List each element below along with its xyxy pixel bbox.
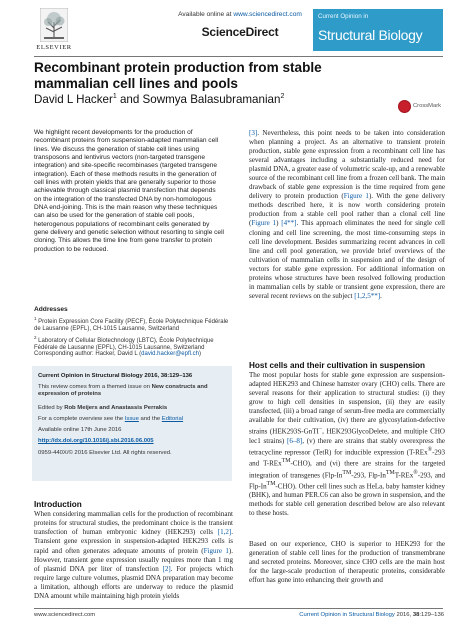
copyright: 0959-440X/© 2016 Elsevier Ltd. All rights reserved. (38, 450, 172, 456)
journal-title: Structural Biology (318, 27, 423, 43)
available-date: Available online 17th June 2016 (38, 427, 122, 433)
sciencedirect-wordmark: ScienceDirect (201, 25, 279, 39)
email-link[interactable]: david.hacker@epfl.ch (141, 351, 199, 357)
edited-by: Edited by Rob Meijers and Anastassis Perrakis (38, 405, 168, 411)
available-online: Available online at www.sciencedirect.com (178, 11, 302, 18)
doi-link[interactable]: http://dx.doi.org/10.1016/j.sbi.2016.06.005 (38, 438, 154, 444)
crossmark-button[interactable] (398, 99, 444, 115)
article-info-box (32, 366, 232, 481)
article-title: Recombinant protein production from stable mammalian cell lines and pools (34, 60, 322, 91)
addresses (34, 315, 234, 352)
footer-divider (34, 608, 443, 609)
footer-site[interactable]: www.sciencedirect.com (34, 612, 96, 618)
themed-issue: This review comes from a themed issue on New constructs and expression of proteins (38, 384, 208, 398)
addresses-heading: Addresses (34, 306, 68, 313)
journal-banner (313, 9, 443, 51)
figure-link[interactable]: Figure 1 (203, 546, 229, 555)
ref-link[interactable]: [1,2] (217, 528, 232, 537)
journal-subtitle: Current Opinion in (318, 13, 369, 20)
crossmark-label: CrossMark (413, 103, 442, 109)
ref-link[interactable]: [1,2,5**] (354, 291, 381, 300)
elsevier-logo (34, 8, 74, 52)
author-line: David L Hacker$^1$ and Sowmya Balasubramanian$^2$ (34, 93, 285, 106)
sciencedirect-link[interactable]: www.sciencedirect.com (233, 11, 302, 18)
header-divider (34, 56, 443, 57)
publisher-name: ELSEVIER (36, 44, 72, 51)
figure-link[interactable]: Figure 1 (343, 192, 369, 201)
corresponding-author: Corresponding author: Hacker, David L (david.hacker@epfl.ch) (34, 351, 201, 357)
address-1: $^1$ Protein Expression Core Facility (PECF), École Polytechnique Fédérale de Lausanne (EPFL), CH-1015 Lausanne, Switzerland (34, 316, 229, 333)
introduction-heading: Introduction (34, 500, 82, 509)
right-paragraph-1: [3]. Nevertheless, this point needs to be taken into consideration when planning a project. As an alternative to transient protein production, stable gene expression from a recombinant cell line has several advantages including a substantially reduced need for plasmid DNA, a greater ease of volumetric scale-up, and a renewable source of the recombinant cell line from a frozen cell bank. The main drawback of stable gene expression is the time required from gene delivery to protein production (Figure 1). With the gene delivery methods described here, it is now worth considering protein production from a stable cell pool rather than a clonal cell line (Figure 1) [4**]. This approach eliminates the need for single cell cloning and cell line screening, the most time-consuming steps in cell line development. Besides summarizing recent advances in cell line and cell pool generation, we provide brief overviews of the cultivation of mammalian cells in suspension and of the design of vectors for stable gene expression. For additional information on proteins whose structures have been resolved following production in mammalian cells by stable or transient gene expression, there are several recent reviews on the subject [1,2,5**]. (249, 129, 446, 300)
ref-link[interactable]: [2] (162, 564, 171, 573)
introduction-text: When considering mammalian cells for the production of recombinant proteins for structural studies, the predominant choice is the transient transfection of human embryonic kidney (HEK293) cells [1,2]. Transient gene expression in suspension-adapted HEK293 cells is rapid and often generates adequate amounts of protein (Figure 1). However, transient gene expression usually requires more than 1 mg of plasmid DNA per liter of transfection [2]. For projects which require large culture volumes, plasmid DNA preparation may become a limitation, although efforts are underway to reduce the plasmid DNA amount while maintaining high protein yields (34, 510, 233, 601)
editorial-link[interactable]: Editorial (161, 416, 184, 422)
abstract: We highlight recent developments for the production of recombinant proteins from suspension-adapted mammalian cell lines. We discuss the generation of stable cell lines using transposons and lentivirus vectors (non-targeted transgene integration) and site-specific recombinases (targeted transgene integration). Each of these methods results in the generation of cell lines with protein yields that are generally superior to those achievable through classical plasmid transfection that depends on the integration of the transfected DNA by non-homologous DNA end-joining. This is the main reason why these techniques can also be used for the generation of stable cell pools, heterogenous populations of recombinant cells generated by gene delivery and genetic selection without resorting to single cell cloning. This allows the time line from gene transfer to protein production to be reduced. (34, 129, 224, 253)
ref-link[interactable]: [3] (249, 129, 258, 137)
crossmark-icon (398, 100, 411, 113)
overview: For a complete overview see the Issue and the Editorial (38, 416, 184, 422)
right-paragraph-3: Based on our experience, CHO is superior to HEK293 for the generation of stable cell lines for the production of transmembrane and secreted proteins. Moreover, since CHO cells are the main host for the large-scale production of therapeutic proteins, considerable effort has gone into enhancing their growth and (249, 540, 445, 585)
figure-link[interactable]: Figure 1 (251, 219, 277, 228)
ref-link[interactable]: [6–8] (286, 436, 303, 445)
host-cells-heading: Host cells and their cultivation in suspension (249, 361, 426, 370)
elsevier-tree-icon (40, 8, 68, 42)
journal-citation: Current Opinion in Structural Biology 2016, 38:129–136 (38, 373, 193, 379)
ref-link[interactable]: [4**] (281, 219, 297, 228)
footer-citation: Current Opinion in Structural Biology 2016, 38:129–136 (299, 612, 444, 618)
address-2: $^2$ Laboratory of Cellular Biotechnology (LBTC), École Polytechnique Fédérale de Lausanne (EPFL), CH-1015 Lausanne, Switzerland (34, 334, 214, 351)
issue-link[interactable]: Issue (124, 416, 139, 422)
right-paragraph-2: The most popular hosts for stable gene expression are suspension-adapted HEK293 and Chinese hamster ovary (CHO) cells. There are several reasons for their application to structural studies: (i) they grow to high cell densities in suspension, (ii) they are easily transfected, (iii) a broad range of serum-free media are commercially available for their cultivation, (iv) there are glycosylation-defective strains (HEK293S-GnTI−, HEK293GlycoDelete, and multiple CHO lec1 strains) [6–8], (v) there are strains that stably overexpress the tetracycline repressor (TetR) for inducible expression (T-REx®-293 and T-REx™-CHO), and (vi) there are strains for the targeted integration of transgenes (Flp-In™-293, Flp-In™T-REx®-293, and Flp-In™-CHO). Other cell lines such as HeLa, baby hamster kidney (BHK), and human PER.C6 can also be grown in suspension, and the methods for stable cell generation described below are also relevant to these hosts. (249, 371, 445, 518)
